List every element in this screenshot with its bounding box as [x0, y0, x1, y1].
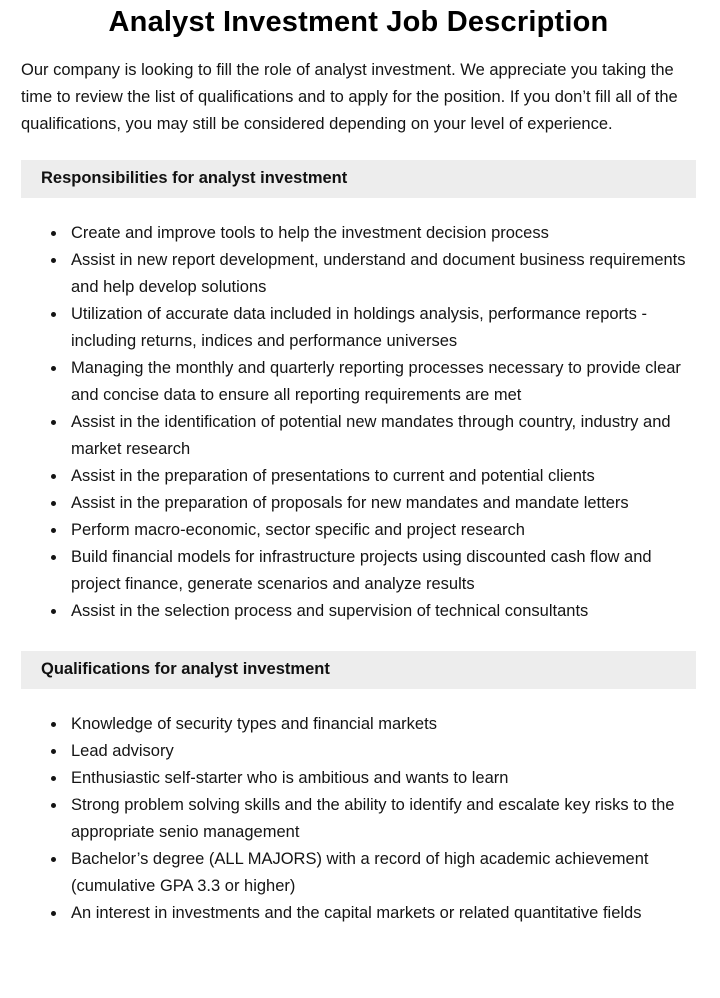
list-item: • Lead advisory	[67, 738, 696, 765]
list-item: • Managing the monthly and quarterly reporting processes necessary to provide clear and concise data to ensure all reporting requirements are met	[67, 355, 696, 409]
intro-paragraph: Our company is looking to fill the role of analyst investment. We appreciate you taking the time to review the list of qualifications and to apply for the position. If you don’t fill all of the qualifications, you may still be considered depending on your level of experience.	[21, 61, 678, 133]
responsibilities-list	[21, 220, 696, 625]
list-item: • Build financial models for infrastructure projects using discounted cash flow and project finance, generate scenarios and analyze results	[67, 544, 696, 598]
responsibilities-header: Responsibilities for analyst investment	[21, 160, 696, 198]
list-item: • Knowledge of security types and financial markets	[67, 711, 696, 738]
list-item: • Enthusiastic self-starter who is ambitious and wants to learn	[67, 765, 696, 792]
section-responsibilities	[21, 160, 696, 625]
qualifications-list	[21, 711, 696, 927]
section-qualifications	[21, 651, 696, 927]
qualifications-header: Qualifications for analyst investment	[21, 651, 696, 689]
page-title: Analyst Investment Job Description	[108, 6, 609, 38]
list-item: • Perform macro-economic, sector specific and project research	[67, 517, 696, 544]
list-item: • An interest in investments and the capital markets or related quantitative fields	[67, 900, 696, 927]
list-item: • Assist in the preparation of proposals for new mandates and mandate letters	[67, 490, 696, 517]
list-item: • Assist in the identification of potential new mandates through country, industry and market research	[67, 409, 696, 463]
list-item: • Create and improve tools to help the investment decision process	[67, 220, 696, 247]
list-item: • Assist in the selection process and supervision of technical consultants	[67, 598, 696, 625]
list-item: • Bachelor’s degree (ALL MAJORS) with a record of high academic achievement (cumulative GPA 3.3 or higher)	[67, 846, 696, 900]
list-item: • Utilization of accurate data included in holdings analysis, performance reports - including returns, indices and performance universes	[67, 301, 696, 355]
list-item: • Assist in new report development, understand and document business requirements and help develop solutions	[67, 247, 696, 301]
list-item: • Strong problem solving skills and the ability to identify and escalate key risks to the appropriate senio management	[67, 792, 696, 846]
list-item: • Assist in the preparation of presentations to current and potential clients	[67, 463, 696, 490]
